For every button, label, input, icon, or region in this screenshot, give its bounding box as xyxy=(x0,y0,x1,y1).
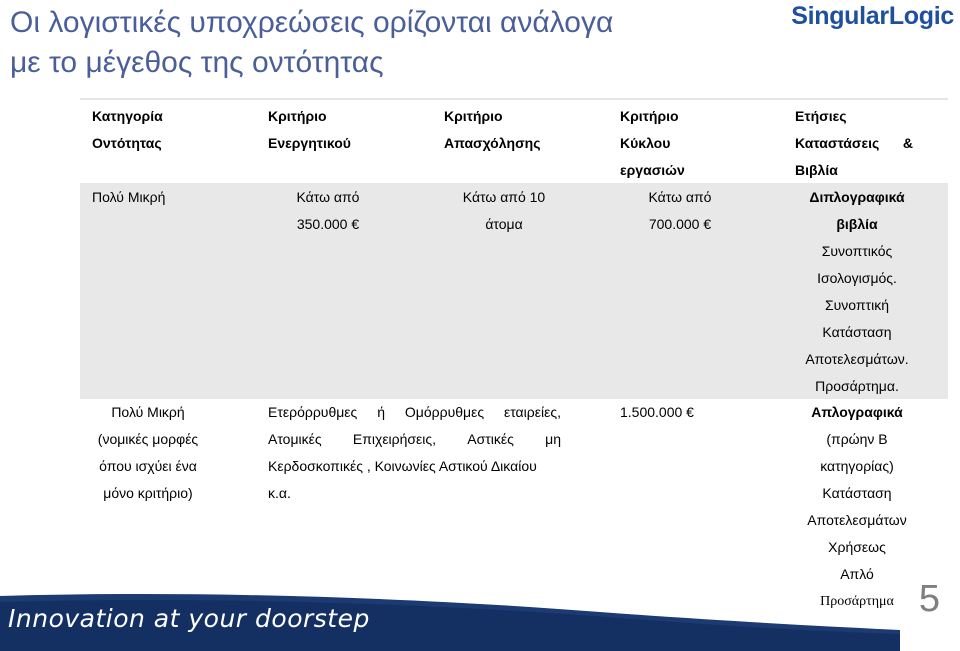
row2-category: Πολύ Μικρή (νομικές μορφές όπου ισχύει ένα μόνο κριτήριο) xyxy=(97,404,199,501)
table-top-rule xyxy=(80,98,948,100)
logo-text: SingularLogic xyxy=(791,2,954,30)
title-line-2: με το μέγεθος της οντότητας xyxy=(10,46,384,79)
row2-books: Απλογραφικά (πρώην Β κατηγορίας) Κατάσταση Αποτελεσμάτων Χρήσεως Απλό Προσάρτημα xyxy=(807,404,907,609)
row2-entities: Ετερόρρυθμες ή Ομόρρυθμες εταιρείες, Ατομικές Επιχειρήσεις, Αστικές μη Κερδοσκοπικές , Κοινωνίες Αστικού Δικαίου κ.α. xyxy=(268,404,561,501)
header-category: Κατηγορία Οντότητας xyxy=(92,108,163,151)
header-turnover: Κριτήριο Κύκλου εργασιών xyxy=(620,108,685,178)
header-books: Ετήσιες Καταστάσεις & Βιβλία xyxy=(795,108,913,178)
row1-turnover: Κάτω από 700.000 € xyxy=(648,189,712,232)
page-number: 5 xyxy=(918,578,940,620)
header-asset: Κριτήριο Ενεργητικού xyxy=(268,108,351,151)
footer-tagline: Innovation at your doorstep xyxy=(8,604,370,633)
slide-title xyxy=(10,3,730,83)
row1-books: Διπλογραφικά βιβλία Συνοπτικός Ισολογισμός. Συνοπτική Κατάσταση Αποτελεσμάτων. Προσάρτημα. xyxy=(805,189,909,394)
row1-asset: Κάτω από 350.000 € xyxy=(296,189,360,232)
title-line-1: Οι λογιστικές υποχρεώσεις ορίζονται ανάλογα xyxy=(10,6,614,39)
singularlogic-logo xyxy=(791,2,954,30)
row1-category: Πολύ Μικρή xyxy=(92,189,166,205)
row1-staff: Κάτω από 10 άτομα xyxy=(462,189,546,232)
row2-turnover: 1.500.000 € xyxy=(620,404,694,420)
header-staff: Κριτήριο Απασχόλησης xyxy=(444,108,541,151)
